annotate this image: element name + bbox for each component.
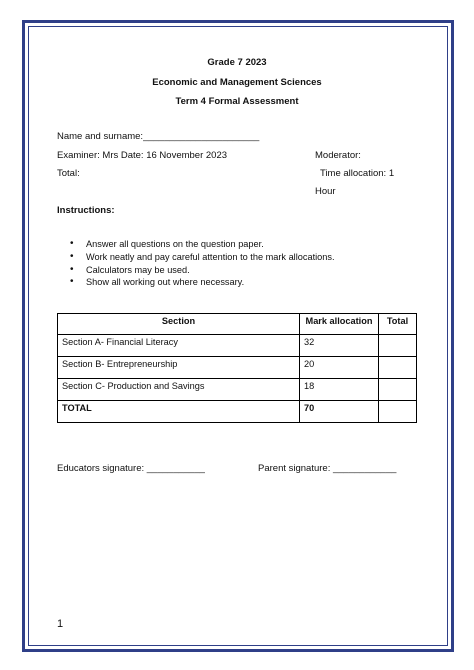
cell-marks: 70: [300, 401, 379, 423]
instructions-heading: Instructions:: [57, 205, 115, 216]
table-row: [58, 379, 417, 401]
table-row: [58, 335, 417, 357]
assessment-title: Term 4 Formal Assessment: [175, 96, 299, 107]
time-allocation-field: Time allocation: 1: [320, 168, 395, 179]
instruction-item: • Calculators may be used.: [70, 264, 335, 277]
header-section: Section: [58, 314, 300, 335]
cell-marks: 18: [300, 379, 379, 401]
instruction-item: • Work neatly and pay careful attention to the mark allocations.: [70, 251, 335, 264]
table-header-row: [58, 314, 417, 335]
cell-total: [379, 379, 417, 401]
cell-total: [379, 335, 417, 357]
instructions-list: [70, 238, 335, 289]
subject-title: Economic and Management Sciences: [152, 77, 322, 88]
examiner-date-field: Examiner: Mrs Date: 16 November 2023: [57, 150, 228, 161]
cell-section: Section C- Production and Savings: [58, 379, 300, 401]
cell-marks: 32: [300, 335, 379, 357]
cell-section: Section A- Financial Literacy: [58, 335, 300, 357]
mark-allocation-table: [57, 313, 417, 423]
table-row: [58, 357, 417, 379]
cell-marks: 20: [300, 357, 379, 379]
header-total: Total: [379, 314, 417, 335]
table-total-row: [58, 401, 417, 423]
header-mark-allocation: Mark allocation: [300, 314, 379, 335]
educator-signature: Educators signature: ___________: [57, 463, 205, 474]
moderator-field: Moderator:: [315, 150, 361, 161]
cell-section: Section B- Entrepreneurship: [58, 357, 300, 379]
page-number: 1: [57, 618, 64, 630]
cell-total: [379, 401, 417, 423]
cell-section: TOTAL: [58, 401, 300, 423]
time-allocation-unit: Hour: [315, 186, 336, 197]
grade-title: Grade 7 2023: [207, 57, 267, 68]
parent-signature: Parent signature: ____________: [258, 463, 397, 474]
instruction-item: • Show all working out where necessary.: [70, 276, 335, 289]
cell-total: [379, 357, 417, 379]
name-surname-field: Name and surname:______________________: [57, 131, 260, 142]
instruction-item: • Answer all questions on the question paper.: [70, 238, 335, 251]
total-field: Total:: [57, 168, 80, 179]
